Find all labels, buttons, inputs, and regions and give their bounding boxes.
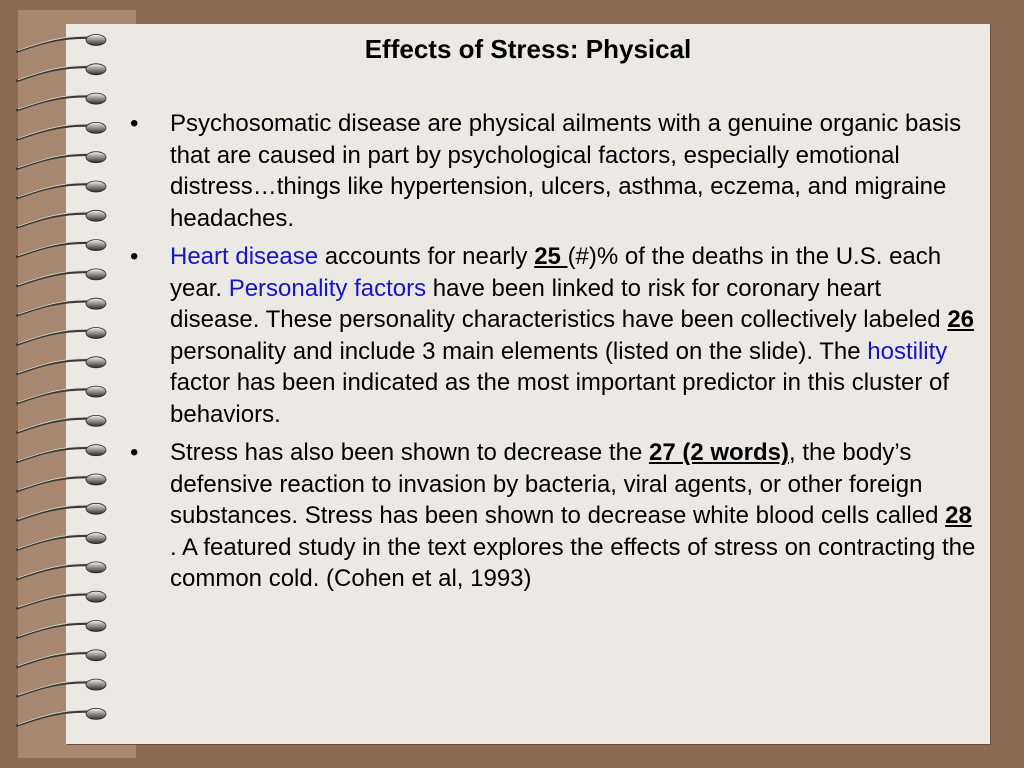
term-personality-factors: Personality factors <box>228 274 427 302</box>
bullet-text: (#)% of the deaths in the U.S. each year. <box>170 243 942 302</box>
slide-title: Effects of Stress: Physical <box>364 34 692 64</box>
blank-27: 27 (2 words) <box>648 439 790 466</box>
term-heart-disease: Heart disease <box>170 243 319 270</box>
bullet-text: Psychosomatic disease are physical ailments with a genuine organic basis that are caused in part by psychological factors, especially emotional distress…things like hypertension, ulcers, asthma, eczema, and migraine headaches. <box>170 110 962 232</box>
bullet-heart-disease <box>126 241 976 430</box>
bullet-text: . A featured study in the text explores the effects of stress on contracting the common cold. (Cohen et al, 1993) <box>170 533 976 592</box>
spiral-ring-icon <box>16 621 106 639</box>
blank-28: 28 <box>945 502 972 529</box>
bullet-immune-response <box>126 437 976 595</box>
spiral-ring-icon <box>16 210 106 228</box>
spiral-ring-icon <box>16 181 106 199</box>
spiral-ring-icon <box>16 386 106 404</box>
spiral-ring-icon <box>16 328 106 346</box>
spiral-ring-icon <box>16 562 106 580</box>
bullet-text: have been linked to risk for coronary heart disease. These personality characteristics have been collectively labeled <box>170 274 948 333</box>
spiral-ring-icon <box>16 93 106 111</box>
spiral-ring-icon <box>16 415 106 433</box>
spiral-ring-icon <box>16 591 106 609</box>
bullet-dot: • <box>130 439 139 466</box>
spiral-ring-icon <box>16 708 106 726</box>
bullet-dot: • <box>130 243 139 270</box>
bullet-text: factor has been indicated as the most important predictor in this cluster of behaviors. <box>170 369 950 428</box>
spiral-ring-icon <box>16 298 106 316</box>
bullet-text: accounts for nearly <box>318 243 535 270</box>
spiral-ring-icon <box>16 64 106 82</box>
spiral-ring-icon <box>16 269 106 287</box>
blank-25: 25 <box>534 243 568 270</box>
spiral-ring-icon <box>16 357 106 375</box>
bullet-text: Stress has also been shown to decrease the <box>170 439 649 466</box>
spiral-ring-icon <box>16 122 106 139</box>
spiral-ring-icon <box>16 474 106 492</box>
spiral-ring-icon <box>16 533 106 551</box>
blank-26: 26 <box>947 306 975 333</box>
bullet-list <box>126 108 976 602</box>
spiral-ring-icon <box>16 240 106 258</box>
spiral-ring-icon <box>16 679 106 697</box>
spiral-ring-icon <box>16 152 106 170</box>
spiral-ring-icon <box>16 445 106 463</box>
bullet-dot: • <box>130 110 139 137</box>
bullet-text: personality and include 3 main elements (listed on the slide). The <box>170 337 868 365</box>
term-hostility: hostility <box>867 337 948 365</box>
spiral-ring-icon <box>16 503 106 521</box>
spiral-ring-icon <box>16 650 106 668</box>
spiral-binding-icon <box>0 0 130 768</box>
bullet-psychosomatic <box>126 108 976 234</box>
bullet-text: , the body’s defensive reaction to invasion by bacteria, viral agents, or other foreign substances. Stress has been shown to decrease white blood cells called <box>170 439 946 529</box>
